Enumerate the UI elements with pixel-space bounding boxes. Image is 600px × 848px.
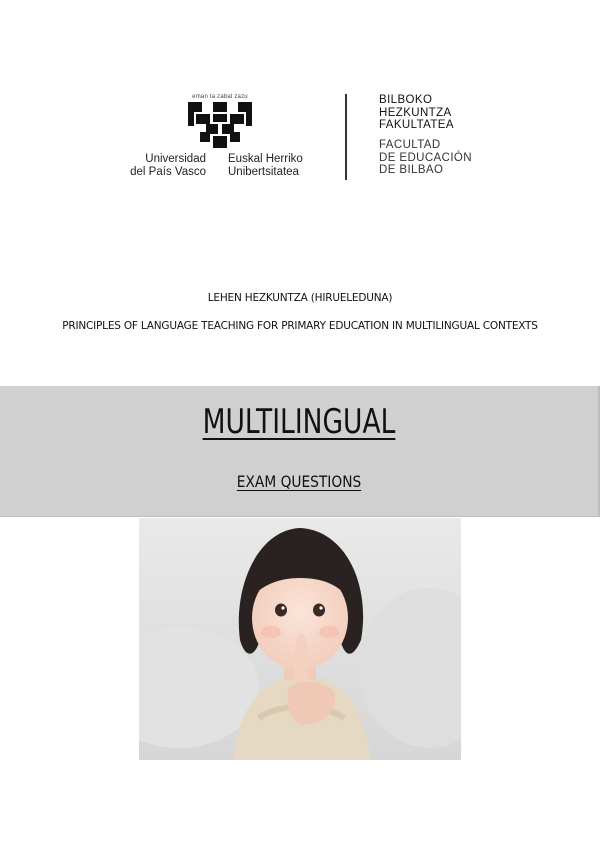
subject-title: PRINCIPLES OF LANGUAGE TEACHING FOR PRIMARY EDUCATION IN MULTILINGUAL CONTEXTS (62, 320, 538, 332)
title-banner (0, 386, 600, 517)
faculty-name-eu: BILBOKO HEZKUNTZA FAKULTATEA (379, 94, 454, 131)
faculty-name-es: FACULTAD DE EDUCACIÓN DE BILBAO (379, 139, 472, 176)
upv-name-es: Universidad del País Vasco (130, 153, 206, 178)
university-logo (114, 92, 494, 184)
banner-title: MULTILINGUAL (202, 402, 396, 442)
upv-emblem-icon (188, 102, 252, 148)
logo-divider (345, 94, 347, 180)
banner-subtitle: EXAM QUESTIONS (236, 472, 362, 491)
cover-photo (139, 518, 461, 760)
degree-title: LEHEN HEZKUNTZA (HIRUELEDUNA) (207, 292, 393, 304)
upv-name-eu: Euskal Herriko Unibertsitatea (228, 153, 303, 178)
upv-motto: eman ta zabal zazu (192, 94, 248, 100)
